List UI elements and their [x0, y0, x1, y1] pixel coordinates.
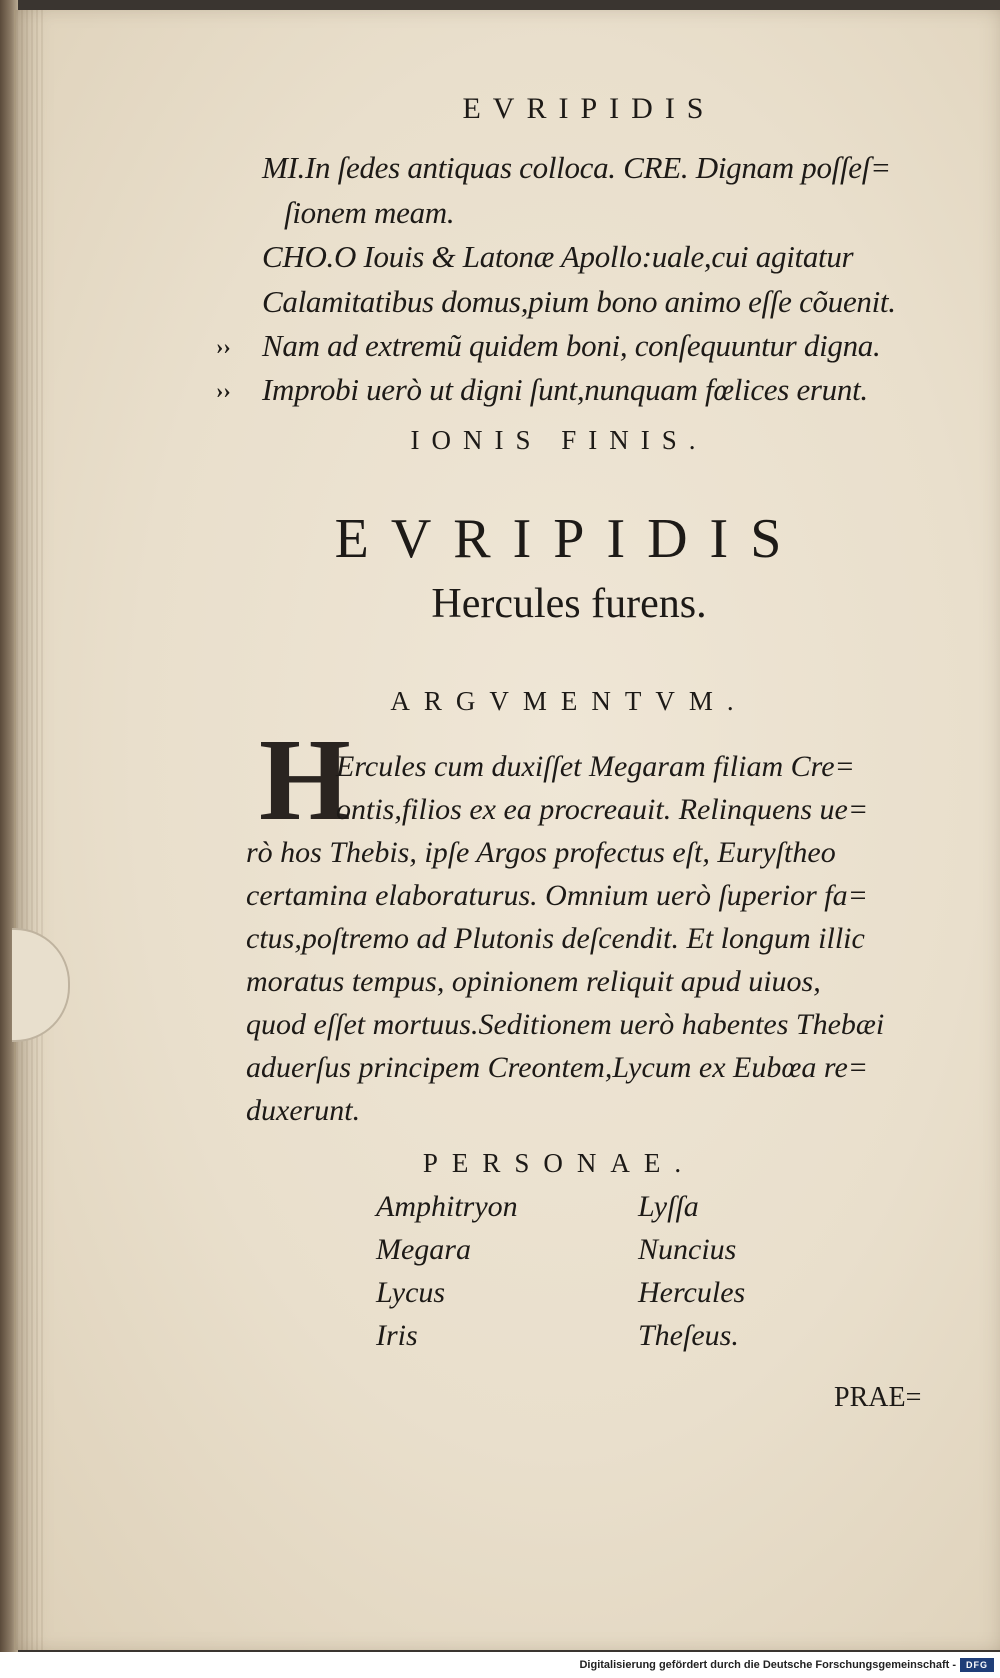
- persona-left-1: Amphitryon: [376, 1190, 518, 1223]
- play-subtitle: Hercules furens.: [431, 581, 707, 627]
- persona-right-4: Theſeus.: [638, 1319, 739, 1352]
- text-line-5: Nam ad extremũ quidem boni, conſequuntur digna.: [262, 328, 881, 363]
- text-line-6: Improbi uerò ut digni ſunt,nunquam fœlices erunt.: [262, 372, 868, 407]
- quote-mark-1: ››: [216, 334, 231, 359]
- persona-right-3: Hercules: [638, 1276, 746, 1309]
- text-line-1: MI.In ſedes antiquas colloca. CRE. Dignam poſſeſ=: [262, 150, 891, 185]
- page-clasp: [12, 928, 70, 1042]
- page-edge: [16, 10, 46, 1650]
- personae-heading: PERSONAE.: [422, 1148, 696, 1178]
- play-title: EVRIPIDIS: [334, 508, 804, 570]
- quote-mark-2: ››: [216, 378, 231, 403]
- book-page: [14, 10, 1000, 1650]
- drop-cap: H: [259, 714, 351, 845]
- argumentum-line-8: aduerſus principem Creontem,Lycum ex Eubœa re=: [246, 1051, 869, 1084]
- persona-right-2: Nuncius: [638, 1233, 737, 1266]
- argumentum-line-6: moratus tempus, opinionem reliquit apud uiuos,: [246, 965, 821, 998]
- digitization-footer: [0, 1652, 1000, 1678]
- argumentum-line-7: quod eſſet mortuus.Seditionem uerò habentes Thebæi: [246, 1008, 885, 1041]
- text-line-2: ſionem meam.: [284, 195, 455, 230]
- argumentum-line-1: Ercules cum duxiſſet Megaram filiam Cre=: [336, 750, 855, 783]
- text-line-3: CHO.O Iouis & Latonæ Apollo:uale,cui agitatur: [262, 239, 854, 274]
- argumentum-heading: ARGVMENTVM.: [390, 686, 748, 716]
- argumentum-line-9: duxerunt.: [246, 1094, 361, 1127]
- persona-left-4: Iris: [376, 1319, 418, 1352]
- catchword: PRAE=: [834, 1382, 922, 1413]
- ionis-finis: IONIS FINIS.: [410, 425, 708, 455]
- argumentum-line-5: ctus,poſtremo ad Plutonis deſcendit. Et longum illic: [246, 922, 865, 955]
- persona-left-3: Lycus: [376, 1276, 446, 1309]
- argumentum-line-2: ontis,filios ex ea procreauit. Relinquens ue=: [336, 793, 869, 826]
- argumentum-line-3: rò hos Thebis, ipſe Argos profectus eſt, Euryſtheo: [246, 836, 836, 869]
- argumentum-line-4: certamina elaboraturus. Omnium uerò ſuperior fa=: [246, 879, 868, 912]
- dfg-logo-icon: DFG: [960, 1658, 994, 1672]
- footer-credit: Digitalisierung gefördert durch die Deutsche Forschungsgemeinschaft -: [579, 1659, 956, 1671]
- persona-right-1: Lyſſa: [638, 1190, 699, 1223]
- persona-left-2: Megara: [376, 1233, 471, 1266]
- running-head: EVRIPIDIS: [462, 92, 716, 125]
- text-line-4: Calamitatibus domus,pium bono animo eſſe cõuenit.: [262, 284, 896, 319]
